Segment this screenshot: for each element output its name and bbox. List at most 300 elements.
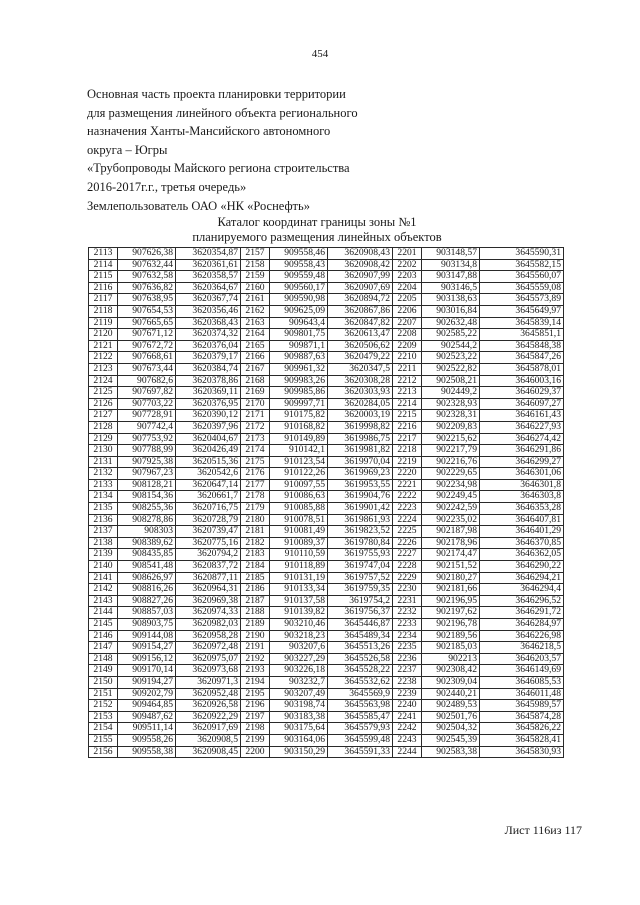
y-coordinate-cell: 3646401,29 (480, 526, 564, 538)
y-coordinate-cell: 3646227,93 (480, 421, 564, 433)
y-coordinate-cell: 3620542,6 (176, 468, 241, 480)
point-number-cell: 2207 (393, 317, 422, 329)
point-number-cell: 2230 (393, 584, 422, 596)
table-row (89, 317, 564, 329)
point-number-cell: 2170 (241, 398, 270, 410)
point-number-cell: 2141 (89, 572, 118, 584)
point-number-cell: 2164 (241, 329, 270, 341)
point-number-cell: 2149 (89, 665, 118, 677)
y-coordinate-cell: 3620907,99 (328, 271, 393, 283)
header-line: округа – Югры (87, 142, 168, 157)
x-coordinate-cell: 907671,12 (118, 329, 176, 341)
y-coordinate-cell: 3646284,97 (480, 619, 564, 631)
point-number-cell: 2233 (393, 619, 422, 631)
table-row (89, 595, 564, 607)
y-coordinate-cell: 3620364,67 (176, 282, 241, 294)
y-coordinate-cell: 3620952,48 (176, 688, 241, 700)
point-number-cell: 2192 (241, 653, 270, 665)
x-coordinate-cell: 907638,95 (118, 294, 176, 306)
point-number-cell: 2200 (241, 746, 270, 758)
y-coordinate-cell: 3620972,48 (176, 642, 241, 654)
y-coordinate-cell: 3646085,53 (480, 676, 564, 688)
y-coordinate-cell: 3645582,15 (480, 259, 564, 271)
point-number-cell: 2145 (89, 619, 118, 631)
x-coordinate-cell: 907673,44 (118, 363, 176, 375)
x-coordinate-cell: 910078,51 (270, 514, 328, 526)
point-number-cell: 2165 (241, 340, 270, 352)
point-number-cell: 2176 (241, 468, 270, 480)
y-coordinate-cell: 3646274,42 (480, 433, 564, 445)
x-coordinate-cell: 907668,61 (118, 352, 176, 364)
header-line: для размещения линейного объекта регионального (87, 105, 358, 120)
point-number-cell: 2199 (241, 734, 270, 746)
y-coordinate-cell: 3645489,34 (328, 630, 393, 642)
x-coordinate-cell: 902522,82 (422, 363, 480, 375)
coordinates-table-body (89, 248, 564, 758)
table-row (89, 305, 564, 317)
x-coordinate-cell: 907632,44 (118, 259, 176, 271)
point-number-cell: 2179 (241, 503, 270, 515)
x-coordinate-cell: 909194,27 (118, 676, 176, 688)
table-row (89, 572, 564, 584)
point-number-cell: 2229 (393, 572, 422, 584)
y-coordinate-cell: 3620867,86 (328, 305, 393, 317)
point-number-cell: 2217 (393, 433, 422, 445)
x-coordinate-cell: 908541,48 (118, 561, 176, 573)
y-coordinate-cell: 3620003,19 (328, 410, 393, 422)
x-coordinate-cell: 907636,82 (118, 282, 176, 294)
x-coordinate-cell: 903148,57 (422, 248, 480, 260)
x-coordinate-cell: 910175,82 (270, 410, 328, 422)
y-coordinate-cell: 3620369,11 (176, 387, 241, 399)
x-coordinate-cell: 910110,59 (270, 549, 328, 561)
y-coordinate-cell: 3619986,75 (328, 433, 393, 445)
point-number-cell: 2152 (89, 700, 118, 712)
point-number-cell: 2137 (89, 526, 118, 538)
x-coordinate-cell: 902523,22 (422, 352, 480, 364)
point-number-cell: 2184 (241, 561, 270, 573)
y-coordinate-cell: 3646011,48 (480, 688, 564, 700)
table-row (89, 456, 564, 468)
point-number-cell: 2154 (89, 723, 118, 735)
point-number-cell: 2187 (241, 595, 270, 607)
point-number-cell: 2209 (393, 340, 422, 352)
x-coordinate-cell: 903207,49 (270, 688, 328, 700)
point-number-cell: 2214 (393, 398, 422, 410)
point-number-cell: 2121 (89, 340, 118, 352)
x-coordinate-cell: 909558,43 (270, 259, 328, 271)
x-coordinate-cell: 903183,38 (270, 711, 328, 723)
document-header (87, 85, 547, 215)
table-row (89, 282, 564, 294)
y-coordinate-cell: 3620347,5 (328, 363, 393, 375)
table-row (89, 537, 564, 549)
point-number-cell: 2241 (393, 711, 422, 723)
x-coordinate-cell: 907753,92 (118, 433, 176, 445)
y-coordinate-cell: 3645839,14 (480, 317, 564, 329)
y-coordinate-cell: 3620358,57 (176, 271, 241, 283)
point-number-cell: 2224 (393, 514, 422, 526)
table-row (89, 514, 564, 526)
y-coordinate-cell: 3620376,04 (176, 340, 241, 352)
point-number-cell: 2131 (89, 456, 118, 468)
point-number-cell: 2144 (89, 607, 118, 619)
x-coordinate-cell: 909961,32 (270, 363, 328, 375)
header-line: назначения Ханты-Мансийского автономного (87, 124, 331, 139)
y-coordinate-cell: 3620716,75 (176, 503, 241, 515)
point-number-cell: 2190 (241, 630, 270, 642)
y-coordinate-cell: 3620958,28 (176, 630, 241, 642)
point-number-cell: 2147 (89, 642, 118, 654)
y-coordinate-cell: 3620397,96 (176, 421, 241, 433)
point-number-cell: 2243 (393, 734, 422, 746)
x-coordinate-cell: 908278,86 (118, 514, 176, 526)
y-coordinate-cell: 3620390,12 (176, 410, 241, 422)
point-number-cell: 2216 (393, 421, 422, 433)
x-coordinate-cell: 902501,76 (422, 711, 480, 723)
x-coordinate-cell: 910139,82 (270, 607, 328, 619)
point-number-cell: 2129 (89, 433, 118, 445)
x-coordinate-cell: 908435,85 (118, 549, 176, 561)
y-coordinate-cell: 3620384,74 (176, 363, 241, 375)
x-coordinate-cell: 902174,47 (422, 549, 480, 561)
point-number-cell: 2172 (241, 421, 270, 433)
x-coordinate-cell: 910118,89 (270, 561, 328, 573)
y-coordinate-cell: 3620404,67 (176, 433, 241, 445)
y-coordinate-cell: 3646301,8 (480, 479, 564, 491)
y-coordinate-cell: 3646291,72 (480, 607, 564, 619)
table-row (89, 734, 564, 746)
y-coordinate-cell: 3620356,46 (176, 305, 241, 317)
y-coordinate-cell: 3619747,04 (328, 561, 393, 573)
table-row (89, 387, 564, 399)
point-number-cell: 2212 (393, 375, 422, 387)
x-coordinate-cell: 909887,63 (270, 352, 328, 364)
table-row (89, 363, 564, 375)
x-coordinate-cell: 902196,78 (422, 619, 480, 631)
x-coordinate-cell: 902489,53 (422, 700, 480, 712)
x-coordinate-cell: 903147,88 (422, 271, 480, 283)
point-number-cell: 2159 (241, 271, 270, 283)
point-number-cell: 2174 (241, 445, 270, 457)
x-coordinate-cell: 903198,74 (270, 700, 328, 712)
point-number-cell: 2117 (89, 294, 118, 306)
point-number-cell: 2235 (393, 642, 422, 654)
y-coordinate-cell: 3645446,87 (328, 619, 393, 631)
y-coordinate-cell: 3646029,37 (480, 387, 564, 399)
point-number-cell: 2221 (393, 479, 422, 491)
y-coordinate-cell: 3619901,42 (328, 503, 393, 515)
y-coordinate-cell: 3645826,22 (480, 723, 564, 735)
point-number-cell: 2146 (89, 630, 118, 642)
y-coordinate-cell: 3646161,43 (480, 410, 564, 422)
y-coordinate-cell: 3645579,93 (328, 723, 393, 735)
x-coordinate-cell: 907626,38 (118, 248, 176, 260)
y-coordinate-cell: 3620361,61 (176, 259, 241, 271)
x-coordinate-cell: 907654,53 (118, 305, 176, 317)
y-coordinate-cell: 3620303,93 (328, 387, 393, 399)
point-number-cell: 2162 (241, 305, 270, 317)
y-coordinate-cell: 3646294,21 (480, 572, 564, 584)
x-coordinate-cell: 903016,84 (422, 305, 480, 317)
y-coordinate-cell: 3645649,97 (480, 305, 564, 317)
x-coordinate-cell: 902632,48 (422, 317, 480, 329)
table-row (89, 271, 564, 283)
x-coordinate-cell: 903150,29 (270, 746, 328, 758)
y-coordinate-cell: 3620908,42 (328, 259, 393, 271)
x-coordinate-cell: 902449,2 (422, 387, 480, 399)
y-coordinate-cell: 3620964,31 (176, 584, 241, 596)
point-number-cell: 2244 (393, 746, 422, 758)
point-number-cell: 2119 (89, 317, 118, 329)
x-coordinate-cell: 909144,08 (118, 630, 176, 642)
y-coordinate-cell: 3620837,72 (176, 561, 241, 573)
x-coordinate-cell: 909560,17 (270, 282, 328, 294)
x-coordinate-cell: 909558,38 (118, 746, 176, 758)
point-number-cell: 2122 (89, 352, 118, 364)
x-coordinate-cell: 909643,4 (270, 317, 328, 329)
y-coordinate-cell: 3620506,62 (328, 340, 393, 352)
y-coordinate-cell: 3619754,2 (328, 595, 393, 607)
point-number-cell: 2166 (241, 352, 270, 364)
point-number-cell: 2203 (393, 271, 422, 283)
point-number-cell: 2215 (393, 410, 422, 422)
point-number-cell: 2128 (89, 421, 118, 433)
coordinates-table (88, 247, 564, 758)
x-coordinate-cell: 902583,38 (422, 746, 480, 758)
x-coordinate-cell: 907742,4 (118, 421, 176, 433)
x-coordinate-cell: 908389,62 (118, 537, 176, 549)
point-number-cell: 2240 (393, 700, 422, 712)
y-coordinate-cell: 3619904,76 (328, 491, 393, 503)
point-number-cell: 2206 (393, 305, 422, 317)
page-number: 454 (311, 48, 329, 60)
table-caption (87, 215, 547, 245)
point-number-cell: 2169 (241, 387, 270, 399)
x-coordinate-cell: 909487,62 (118, 711, 176, 723)
x-coordinate-cell: 909983,26 (270, 375, 328, 387)
y-coordinate-cell: 3646291,86 (480, 445, 564, 457)
table-row (89, 619, 564, 631)
table-row (89, 375, 564, 387)
point-number-cell: 2202 (393, 259, 422, 271)
y-coordinate-cell: 3620376,95 (176, 398, 241, 410)
y-coordinate-cell: 3645532,62 (328, 676, 393, 688)
table-row (89, 433, 564, 445)
x-coordinate-cell: 909464,85 (118, 700, 176, 712)
x-coordinate-cell: 902440,21 (422, 688, 480, 700)
x-coordinate-cell: 909202,79 (118, 688, 176, 700)
x-coordinate-cell: 902187,98 (422, 526, 480, 538)
point-number-cell: 2196 (241, 700, 270, 712)
y-coordinate-cell: 3645528,22 (328, 665, 393, 677)
x-coordinate-cell: 910123,54 (270, 456, 328, 468)
y-coordinate-cell: 3646218,5 (480, 642, 564, 654)
x-coordinate-cell: 907925,38 (118, 456, 176, 468)
x-coordinate-cell: 909801,75 (270, 329, 328, 341)
point-number-cell: 2182 (241, 537, 270, 549)
table-row (89, 340, 564, 352)
x-coordinate-cell: 909170,14 (118, 665, 176, 677)
x-coordinate-cell: 909985,86 (270, 387, 328, 399)
point-number-cell: 2167 (241, 363, 270, 375)
y-coordinate-cell: 3645828,41 (480, 734, 564, 746)
y-coordinate-cell: 3646149,69 (480, 665, 564, 677)
x-coordinate-cell: 910086,63 (270, 491, 328, 503)
y-coordinate-cell: 3620908,45 (176, 746, 241, 758)
y-coordinate-cell: 3646097,27 (480, 398, 564, 410)
table-row (89, 352, 564, 364)
table-row (89, 607, 564, 619)
y-coordinate-cell: 3646290,22 (480, 561, 564, 573)
point-number-cell: 2123 (89, 363, 118, 375)
x-coordinate-cell: 902209,83 (422, 421, 480, 433)
point-number-cell: 2139 (89, 549, 118, 561)
x-coordinate-cell: 902585,22 (422, 329, 480, 341)
x-coordinate-cell: 908255,36 (118, 503, 176, 515)
table-row (89, 584, 564, 596)
point-number-cell: 2239 (393, 688, 422, 700)
y-coordinate-cell: 3620284,05 (328, 398, 393, 410)
y-coordinate-cell: 3620354,87 (176, 248, 241, 260)
table-row (89, 665, 564, 677)
point-number-cell: 2228 (393, 561, 422, 573)
point-number-cell: 2178 (241, 491, 270, 503)
point-number-cell: 2222 (393, 491, 422, 503)
y-coordinate-cell: 3646296,52 (480, 595, 564, 607)
point-number-cell: 2126 (89, 398, 118, 410)
y-coordinate-cell: 3620982,03 (176, 619, 241, 631)
y-coordinate-cell: 3620975,07 (176, 653, 241, 665)
y-coordinate-cell: 3646299,27 (480, 456, 564, 468)
y-coordinate-cell: 3619756,37 (328, 607, 393, 619)
x-coordinate-cell: 908903,75 (118, 619, 176, 631)
y-coordinate-cell: 3646370,85 (480, 537, 564, 549)
point-number-cell: 2127 (89, 410, 118, 422)
point-number-cell: 2193 (241, 665, 270, 677)
x-coordinate-cell: 910168,82 (270, 421, 328, 433)
sheet-footer: Лист 116из 117 (504, 823, 582, 837)
table-row (89, 549, 564, 561)
x-coordinate-cell: 910085,88 (270, 503, 328, 515)
x-coordinate-cell: 907728,91 (118, 410, 176, 422)
x-coordinate-cell: 909511,14 (118, 723, 176, 735)
y-coordinate-cell: 3620374,32 (176, 329, 241, 341)
y-coordinate-cell: 3645591,33 (328, 746, 393, 758)
x-coordinate-cell: 902242,59 (422, 503, 480, 515)
y-coordinate-cell: 3646407,81 (480, 514, 564, 526)
point-number-cell: 2142 (89, 584, 118, 596)
point-number-cell: 2158 (241, 259, 270, 271)
y-coordinate-cell: 3620847,82 (328, 317, 393, 329)
table-row (89, 259, 564, 271)
point-number-cell: 2231 (393, 595, 422, 607)
table-row (89, 653, 564, 665)
point-number-cell: 2223 (393, 503, 422, 515)
y-coordinate-cell: 3646301,06 (480, 468, 564, 480)
point-number-cell: 2242 (393, 723, 422, 735)
point-number-cell: 2191 (241, 642, 270, 654)
y-coordinate-cell: 3620367,74 (176, 294, 241, 306)
point-number-cell: 2210 (393, 352, 422, 364)
point-number-cell: 2148 (89, 653, 118, 665)
y-coordinate-cell: 3619969,23 (328, 468, 393, 480)
x-coordinate-cell: 910131,19 (270, 572, 328, 584)
x-coordinate-cell: 908626,97 (118, 572, 176, 584)
x-coordinate-cell: 903232,7 (270, 676, 328, 688)
point-number-cell: 2160 (241, 282, 270, 294)
point-number-cell: 2155 (89, 734, 118, 746)
y-coordinate-cell: 3620971,3 (176, 676, 241, 688)
table-row (89, 468, 564, 480)
table-row (89, 711, 564, 723)
table-row (89, 329, 564, 341)
y-coordinate-cell: 3619780,84 (328, 537, 393, 549)
x-coordinate-cell: 902235,02 (422, 514, 480, 526)
point-number-cell: 2133 (89, 479, 118, 491)
point-number-cell: 2188 (241, 607, 270, 619)
point-number-cell: 2153 (89, 711, 118, 723)
x-coordinate-cell: 909625,09 (270, 305, 328, 317)
x-coordinate-cell: 903138,63 (422, 294, 480, 306)
point-number-cell: 2227 (393, 549, 422, 561)
point-number-cell: 2171 (241, 410, 270, 422)
y-coordinate-cell: 3645569,9 (328, 688, 393, 700)
caption-line: планируемого размещения линейных объектов (192, 230, 442, 244)
y-coordinate-cell: 3645848,38 (480, 340, 564, 352)
point-number-cell: 2150 (89, 676, 118, 688)
y-coordinate-cell: 3620308,28 (328, 375, 393, 387)
y-coordinate-cell: 3645526,58 (328, 653, 393, 665)
x-coordinate-cell: 907672,72 (118, 340, 176, 352)
point-number-cell: 2238 (393, 676, 422, 688)
x-coordinate-cell: 909871,1 (270, 340, 328, 352)
y-coordinate-cell: 3645559,08 (480, 282, 564, 294)
y-coordinate-cell: 3620926,58 (176, 700, 241, 712)
y-coordinate-cell: 3646294,4 (480, 584, 564, 596)
y-coordinate-cell: 3620907,69 (328, 282, 393, 294)
x-coordinate-cell: 909559,48 (270, 271, 328, 283)
y-coordinate-cell: 3645851,1 (480, 329, 564, 341)
y-coordinate-cell: 3645513,26 (328, 642, 393, 654)
y-coordinate-cell: 3645560,07 (480, 271, 564, 283)
x-coordinate-cell: 908816,26 (118, 584, 176, 596)
y-coordinate-cell: 3645599,48 (328, 734, 393, 746)
y-coordinate-cell: 3619759,35 (328, 584, 393, 596)
x-coordinate-cell: 907665,65 (118, 317, 176, 329)
point-number-cell: 2204 (393, 282, 422, 294)
point-number-cell: 2225 (393, 526, 422, 538)
y-coordinate-cell: 3620515,36 (176, 456, 241, 468)
point-number-cell: 2116 (89, 282, 118, 294)
point-number-cell: 2194 (241, 676, 270, 688)
y-coordinate-cell: 3619970,04 (328, 456, 393, 468)
y-coordinate-cell: 3620908,43 (328, 248, 393, 260)
y-coordinate-cell: 3620378,86 (176, 375, 241, 387)
point-number-cell: 2163 (241, 317, 270, 329)
table-row (89, 398, 564, 410)
y-coordinate-cell: 3619981,82 (328, 445, 393, 457)
point-number-cell: 2135 (89, 503, 118, 515)
x-coordinate-cell: 909558,46 (270, 248, 328, 260)
y-coordinate-cell: 3620908,5 (176, 734, 241, 746)
point-number-cell: 2211 (393, 363, 422, 375)
point-number-cell: 2213 (393, 387, 422, 399)
header-line: 2016-2017г.г., третья очередь» (87, 179, 247, 194)
x-coordinate-cell: 910089,37 (270, 537, 328, 549)
y-coordinate-cell: 3645847,26 (480, 352, 564, 364)
y-coordinate-cell: 3645878,01 (480, 363, 564, 375)
